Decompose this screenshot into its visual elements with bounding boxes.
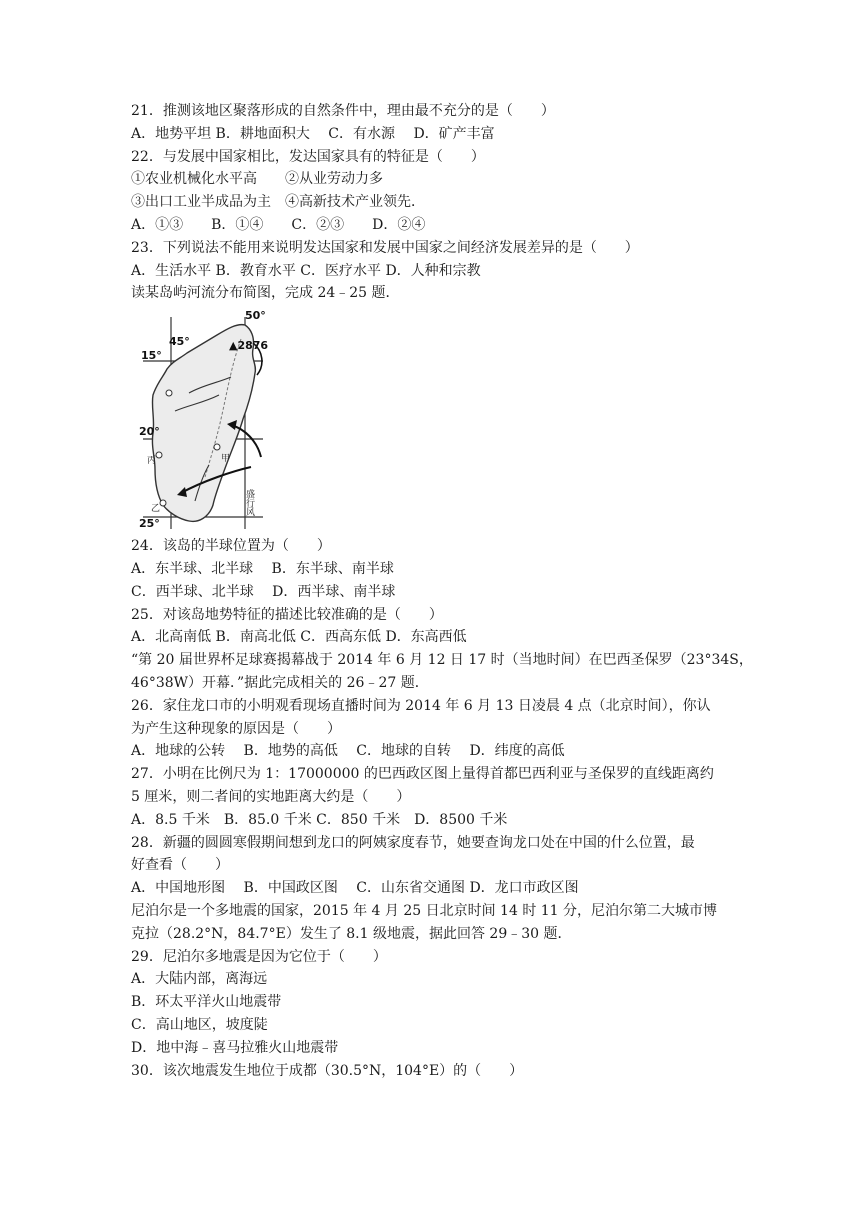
nepal-passage-1: 尼泊尔是一个多地震的国家，2015 年 4 月 25 日北京时间 14 时 11 分，尼泊尔第二大城市博 [131,902,718,919]
lat-20-label: 20° [139,425,160,439]
question-22-options: A．①③ B．①④ C．②③ D．②④ [131,216,426,233]
peak-elevation-label: ▲2876 [229,339,269,353]
question-29-stem: 29．尼泊尔多地震是因为它位于（ ） [131,948,387,965]
question-24-stem: 24．该岛的半球位置为（ ） [131,538,331,555]
question-23-stem: 23．下列说法不能用来说明发达国家和发展中国家之间经济发展差异的是（ ） [131,239,639,256]
label-yi: 乙 [151,504,161,515]
island-river-map [133,307,285,531]
question-25-options: A．北高南低 B．南高北低 C．西高东低 D．东高西低 [131,629,467,646]
question-29-option-a: A．大陆内部，离海远 [131,971,268,988]
question-27-stem-1: 27．小明在比例尺为 1：17000000 的巴西政区图上量得首都巴西利亚与圣保罗的直线距离约 [131,766,714,783]
question-29-option-d: D．地中海﹣喜马拉雅火山地震带 [131,1039,339,1056]
question-28-options: A．中国地形图 B．中国政区图 C．山东省交通图 D．龙口市政区图 [131,880,579,897]
question-21-options: A．地势平坦 B．耕地面积大 C．有水源 D．矿产丰富 [131,125,495,142]
nepal-passage-2: 克拉（28.2°N，84.7°E）发生了 8.1 级地震，据此回答 29﹣30 题． [131,925,572,942]
question-22-statements-2: ③出口工业半成品为主 ④高新技术产业领先． [131,194,425,211]
town-yi [160,500,166,506]
question-27-stem-2: 5 厘米，则二者间的实地距离大约是（ ） [131,788,411,805]
exam-page [131,100,751,1082]
question-22-statements-1: ①农业机械化水平高 ②从业劳动力多 [131,171,383,188]
question-27-options: A．8.5 千米 B．85.0 千米 C．850 千米 D．8500 千米 [131,811,508,828]
question-26-options: A．地球的公转 B．地势的高低 C．地球的自转 D．纬度的高低 [131,743,565,760]
lon-50-label: 50° [245,309,266,323]
town-bing [156,452,162,458]
map-intro-text: 读某岛屿河流分布简图，完成 24﹣25 题． [131,285,400,302]
question-28-stem-1: 28．新疆的圆圆寒假期间想到龙口的阿姨家度春节，她要查询龙口处在中国的什么位置，最 [131,834,695,851]
label-bing: 丙 [147,456,157,467]
question-23-options: A．生活水平 B．教育水平 C．医疗水平 D．人种和宗教 [131,262,481,279]
question-22-stem: 22．与发展中国家相比，发达国家具有的特征是（ ） [131,148,485,165]
question-30-stem: 30．该次地震发生地位于成都（30.5°N，104°E）的（ ） [131,1062,524,1079]
question-26-stem-2: 为产生这种现象的原因是（ ） [131,720,341,737]
island-map-figure [133,307,285,531]
question-21-stem: 21．推测该地区聚落形成的自然条件中，理由最不充分的是（ ） [131,103,555,119]
question-29-option-b: B．环太平洋火山地震带 [131,994,282,1011]
question-26-stem-1: 26．家住龙口市的小明观看现场直播时间为 2014 年 6 月 13 日凌晨 4 点（北京时间），你认 [131,697,711,714]
question-24-options-1: A．东半球、北半球 B．东半球、南半球 [131,560,394,577]
worldcup-passage-2: 46°38W）开幕．”据此完成相关的 26﹣27 题． [131,674,429,691]
question-28-stem-2: 好查看（ ） [131,857,229,874]
lon-45-label: 45° [169,335,190,349]
town-west [166,390,172,396]
question-29-option-c: C．高山地区，坡度陡 [131,1016,268,1033]
label-prevailing-wind: 盛行风 [244,489,254,517]
island-outline [152,325,255,522]
label-jia: 甲 [221,454,231,465]
lat-15-label: 15° [141,349,162,363]
question-25-stem: 25．对该岛地势特征的描述比较准确的是（ ） [131,606,443,623]
question-24-options-2: C．西半球、北半球 D．西半球、南半球 [131,583,396,600]
town-jia [214,444,220,450]
lat-25-label: 25° [139,517,160,531]
worldcup-passage-1: “第 20 届世界杯足球赛揭幕战于 2014 年 6 月 12 日 17 时（当地时间）在巴西圣保罗（23°34S， [131,652,753,669]
